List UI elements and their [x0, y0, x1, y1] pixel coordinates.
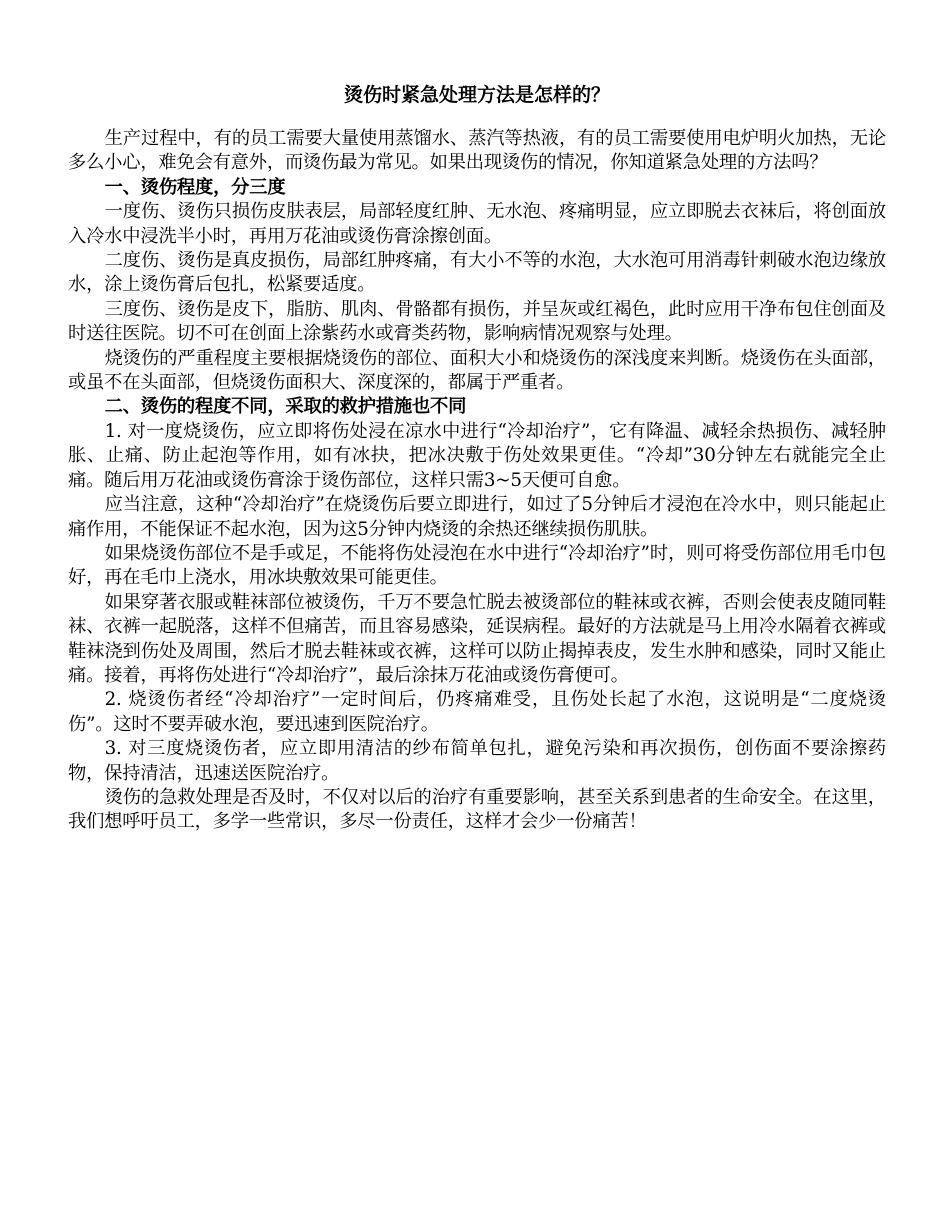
- document-page: [68, 82, 886, 835]
- paragraph-conclusion: 烫伤的急救处理是否及时，不仅对以后的治疗有重要影响，甚至关系到患者的生命安全。在这里，我们想呼吁员工，多学一些常识，多尽一份责任，这样才会少一份痛苦！: [68, 786, 886, 833]
- paragraph-measure-2: 2. 烧烫伤者经“冷却治疗”一定时间后，仍疼痛难受，且伤处长起了水泡，这说明是“二度烧烫伤”。这时不要弄破水泡，要迅速到医院治疗。: [68, 689, 886, 735]
- paragraph-non-limb: 如果烧烫伤部位不是手或足，不能将伤处浸泡在水中进行“冷却治疗”时，则可将受伤部位用毛巾包好，再在毛巾上浇水，用冰块敷效果可能更佳。: [68, 542, 886, 589]
- section-heading-1: 一、烫伤程度，分三度: [104, 176, 286, 198]
- paragraph-clothing: 如果穿著衣服或鞋袜部位被烫伤，千万不要急忙脱去被烫部位的鞋袜或衣裤，否则会使表皮随同鞋袜、衣裤一起脱落，这样不但痛苦，而且容易感染，延误病程。最好的方法就是马上用冷水隔着衣裤或鞋袜浇到伤处及周围，然后才脱去鞋袜或衣裤，这样可以防止揭掉表皮，发生水肿和感染，同时又能止痛。接着，再将伤处进行“冷却治疗”，最后涂抹万花油或烫伤膏便可。: [68, 591, 886, 686]
- intro-paragraph: 生产过程中，有的员工需要大量使用蒸馏水、蒸汽等热液，有的员工需要使用电炉明火加热，无论多么小心，难免会有意外，而烫伤最为常见。如果出现烫伤的情况，你知道紧急处理的方法吗？: [68, 128, 886, 174]
- paragraph-first-degree: 一度伤、烫伤只损伤皮肤表层，局部轻度红肿、无水泡、疼痛明显，应立即脱去衣袜后，将创面放入冷水中浸洗半小时，再用万花油或烫伤膏涂擦创面。: [68, 201, 886, 247]
- paragraph-second-degree: 二度伤、烫伤是真皮损伤，局部红肿疼痛，有大小不等的水泡，大水泡可用消毒针刺破水泡边缘放水，涂上烫伤膏后包扎，松紧要适度。: [68, 250, 886, 296]
- paragraph-measure-3: 3. 对三度烧烫伤者，应立即用清洁的纱布简单包扎，避免污染和再次损伤，创伤面不要涂擦药物，保持清洁，迅速送医院治疗。: [68, 738, 886, 784]
- paragraph-note: 应当注意，这种“冷却治疗”在烧烫伤后要立即进行，如过了5分钟后才浸泡在冷水中，则只能起止痛作用，不能保证不起水泡，因为这5分钟内烧烫的余热还继续损伤肌肤。: [68, 494, 886, 540]
- paragraph-severity: 烧烫伤的严重程度主要根据烧烫伤的部位、面积大小和烧烫伤的深浅度来判断。烧烫伤在头面部，或虽不在头面部，但烧烫伤面积大、深度深的，都属于严重者。: [68, 347, 886, 394]
- section-heading-2: 二、烫伤的程度不同，采取的救护措施也不同: [104, 396, 467, 418]
- document-title: 烫伤时紧急处理方法是怎样的？: [343, 84, 610, 106]
- paragraph-third-degree: 三度伤、烫伤是皮下，脂肪、肌肉、骨骼都有损伤，并呈灰或红褐色，此时应用干净布包住创面及时送往医院。切不可在创面上涂紫药水或膏类药物，影响病情况观察与处理。: [68, 298, 886, 345]
- paragraph-measure-1: 1. 对一度烧烫伤，应立即将伤处浸在凉水中进行“冷却治疗”，它有降温、减轻余热损伤、减轻肿胀、止痛、防止起泡等作用，如有冰抉，把冰决敷于伤处效果更佳。“冷却”30分钟左右就能完全止痛。随后用万花油或烫伤膏涂于烫伤部位，这样只需3~5天便可自愈。: [68, 420, 886, 491]
